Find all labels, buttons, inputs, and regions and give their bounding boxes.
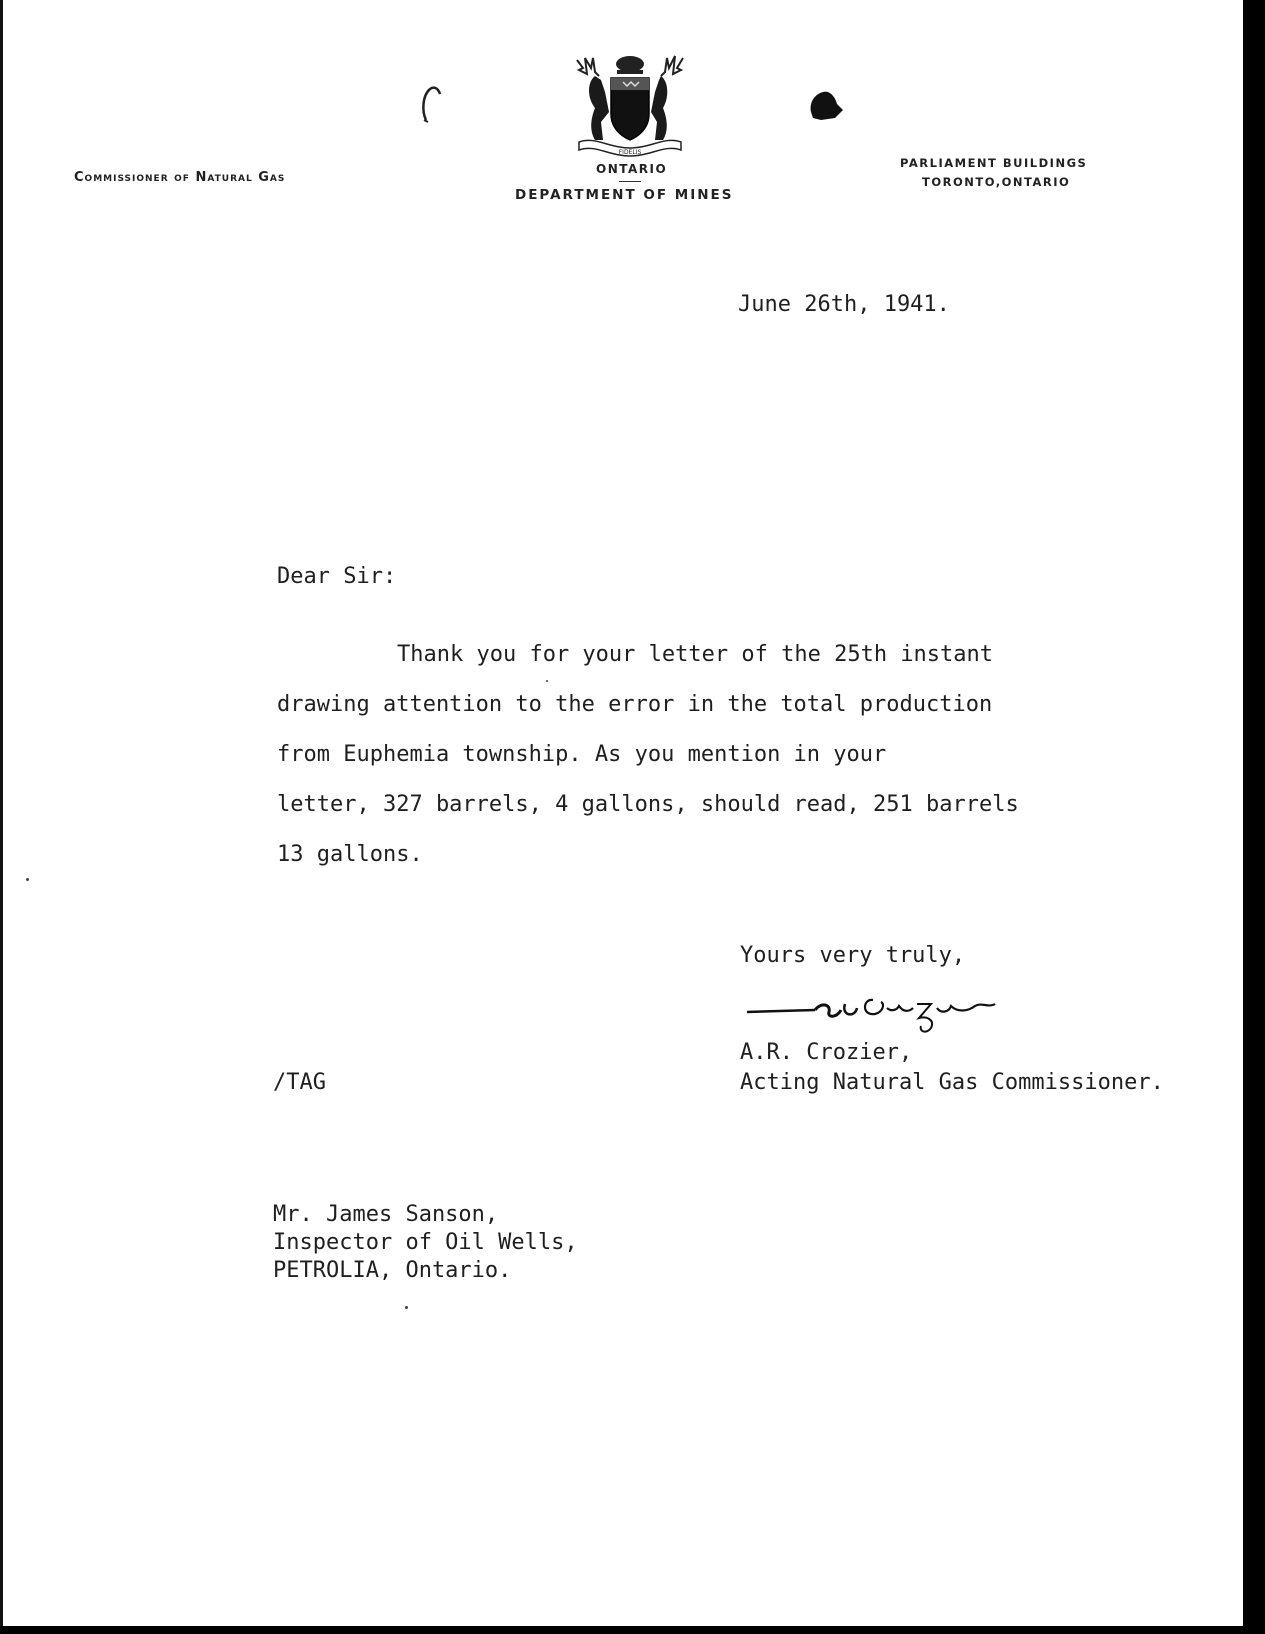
letter-closing: Yours very truly, [740, 943, 966, 968]
body-line: from Euphemia township. As you mention in your [277, 742, 887, 767]
letterhead-address-line2: TORONTO,ONTARIO [922, 175, 1071, 189]
handwritten-signature [745, 990, 1045, 1045]
body-line: drawing attention to the error in the total production [277, 692, 993, 717]
crest-motto: FIDELIS [618, 149, 642, 156]
scan-right-edge [1243, 0, 1265, 1634]
letterhead-province: ONTARIO [596, 162, 668, 176]
recipient-line: Mr. James Sanson, [273, 1202, 499, 1227]
scan-bottom-edge [0, 1626, 1265, 1634]
scan-left-edge [0, 0, 3, 1634]
ontario-coat-of-arms-icon [565, 52, 695, 158]
body-line: 13 gallons. [277, 842, 423, 867]
recipient-line: Inspector of Oil Wells, [273, 1230, 578, 1255]
letter-salutation: Dear Sir: [277, 564, 397, 589]
signer-name: A.R. Crozier, [740, 1040, 913, 1065]
body-line: Thank you for your letter of the 25th instant [397, 642, 994, 667]
scan-speck [26, 878, 29, 881]
recipient-line: PETROLIA, Ontario. [273, 1258, 512, 1283]
letterhead-divider [619, 181, 641, 182]
letter-date: June 26th, 1941. [738, 292, 950, 317]
letterhead-address-line1: PARLIAMENT BUILDINGS [900, 156, 1088, 170]
typist-initials: /TAG [273, 1070, 326, 1095]
letterhead-office: Commissioner of Natural Gas [74, 170, 286, 185]
signer-title: Acting Natural Gas Commissioner. [740, 1070, 1164, 1095]
ink-blot-mark-icon [805, 88, 845, 124]
hook-mark-icon [418, 84, 448, 124]
scan-speck [546, 680, 548, 682]
body-line: letter, 327 barrels, 4 gallons, should read, 251 barrels [277, 792, 1019, 817]
letterhead-department: DEPARTMENT OF MINES [515, 187, 734, 203]
scan-speck [405, 1306, 408, 1309]
